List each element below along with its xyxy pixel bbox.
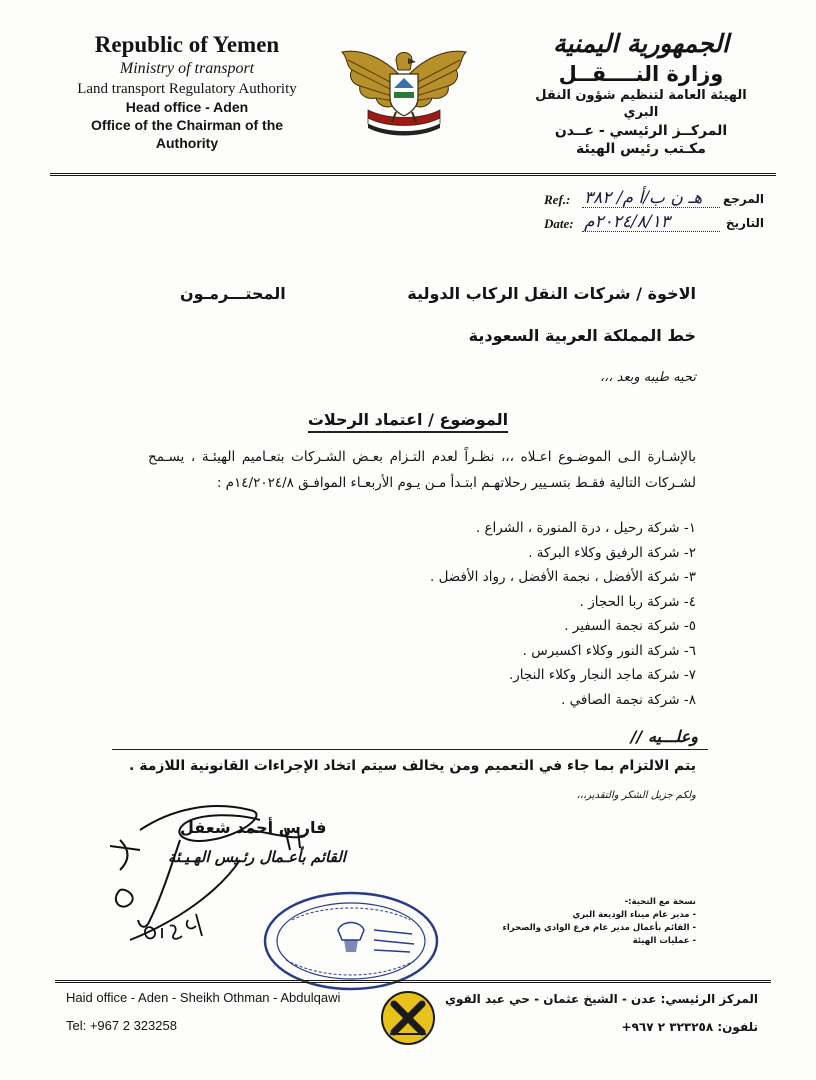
footer-phone-en: Tel: +967 2 323258 [66,1018,177,1033]
date-value: ٢٠٢٤/٨/١٣م [584,212,670,232]
header-divider [50,173,776,176]
copies-to [503,896,696,948]
official-stamp-icon [262,890,440,992]
footer-address-ar: المركز الرئيسي: عدن - الشيخ عثمان - حي عبد القوي [444,992,758,1006]
header-ministry-en: Ministry of transport [119,60,255,78]
ref-value: هـ ن ب/أ م/ ٣٨٢ [584,188,703,208]
thanks-line: ولكم جزيل الشكر والتقدير،،، [576,790,696,801]
footer-divider [55,980,771,983]
ref-label-ar: المرجع [723,192,764,206]
yemen-eagle-emblem-icon [338,40,470,138]
header-arabic [516,28,766,158]
addressee-route: خط المملكة العربية السعودية [468,326,696,345]
list-item: ٤- شركة ربا الحجاز . [579,593,696,610]
signer-name: فارس أحمد شعفل [180,818,327,837]
header-chairman-office-ar: مكـتب رئيس الهيئة [576,140,706,157]
honorific: المحتـــرمـون [180,284,286,303]
header-authority-ar: الهيئة العامة لتنظيم شؤون النقل البري [535,87,747,120]
subject-text: الموضوع / اعتماد الرحلات [308,410,508,433]
copy-recipient: - مدير عام ميناء الوديعة البري [572,910,696,920]
date-row [544,212,764,236]
authority-logo-icon [380,990,436,1046]
copy-recipient: - القائم بأعمال مدير عام فرع الوادي والصحراء [502,923,696,933]
header-office-ar: المركــز الرئيسي - عــدن [554,122,728,139]
list-item: ٨- شركة نجمة الصافي . [561,691,696,708]
conclusion-divider [112,749,708,750]
ref-label-en: Ref.: [544,192,571,207]
header-country-en: Republic of Yemen [94,32,280,57]
footer-address-en: Haid office - Aden - Sheikh Othman - Abdulqawi [66,990,341,1005]
handwritten-date-icon [140,906,210,951]
copy-recipient: - عمليات الهيئة [632,936,696,946]
list-item: ٦- شركة النور وكلاء اكسبرس . [522,642,696,659]
header-chairman-office-en: Office of the Chairman of the Authority [90,117,284,151]
list-item: ٧- شركة ماجد النجار وكلاء النجار. [508,667,696,683]
list-item: ٢- شركة الرفيق وكلاء البركة . [528,544,696,561]
date-label-ar: التاريخ [725,216,764,230]
greeting: تحيه طيبه وبعد ،،، [599,370,696,385]
companies-list [430,516,696,712]
date-label-en: Date: [544,216,574,231]
footer-phone-ar: تلفون: ٣٢٣٢٥٨ ٢ ٩٦٧+ [621,1020,758,1034]
body-paragraph: بالإشـارة الـى الموضـوع اعـلاه ،،، نظـراً لعدم التـزام بعـض الشـركات بتعـاميم الهيئـة ، يسـمح لشـركات التالية فقـط بتسـيير رحلاتهـم ابتـدأ مـن يـوم الأربعـاء الموافـق ١٤/٢٠٢٤/٨م : [148,449,696,491]
conclusion-heading: وعلـــيه // [630,727,698,746]
subject-line [0,410,816,429]
header-country-ar: الجمهورية اليمنية [553,29,729,58]
addressee: الاخوة / شركات النقل الركاب الدولية [407,284,696,303]
compliance-statement: يتم الالتزام بما جاء في التعميم ومن يخالف سيتم اتخاد الإجراءات القانونية اللازمة . [129,758,696,774]
header-english [62,30,312,153]
header-authority-en: Land transport Regulatory Authority [77,80,297,97]
reference-box [544,188,764,236]
header-office-en: Head office - Aden [125,99,249,116]
reference-row [544,188,764,212]
list-item: ١- شركة رحيل ، درة المنورة ، الشراع . [475,520,696,536]
list-item: ٣- شركة الأفضل ، نجمة الأفضل ، رواد الأفضل . [429,569,696,585]
header-ministry-ar: وزارة النــــقــل [558,61,724,86]
list-item: ٥- شركة نجمة السفير . [564,618,696,634]
copies-heading: نسخة مع التحية:- [624,897,696,907]
signer-title: القائم بأعـمال رئـيس الهـيـئة [168,848,346,866]
